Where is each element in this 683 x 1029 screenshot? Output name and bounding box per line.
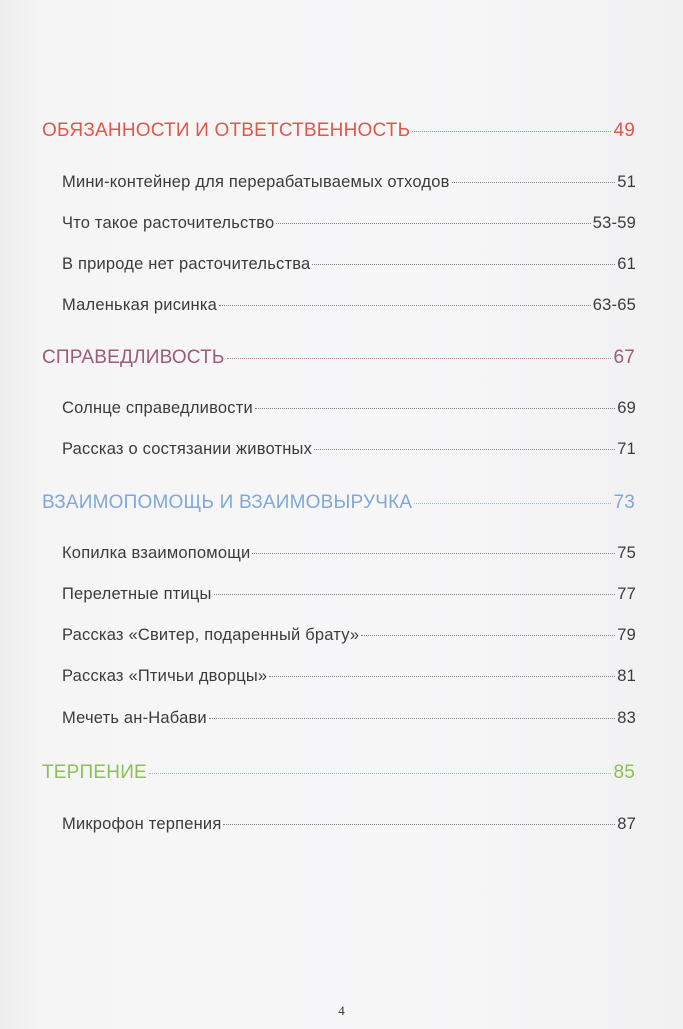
dot-leader	[269, 676, 615, 677]
entry-page: 51	[617, 173, 636, 191]
dot-leader	[314, 449, 615, 450]
entry-title: Микрофон терпения	[62, 815, 222, 833]
entry-title: В природе нет расточительства	[62, 255, 311, 273]
toc-entry[interactable]	[62, 440, 636, 459]
toc-entry[interactable]	[62, 626, 636, 645]
entry-title: Рассказ «Свитер, подаренный брату»	[62, 626, 360, 644]
entry-title: Мечеть ан-Набави	[62, 709, 207, 727]
entry-title: Перелетные птицы	[62, 585, 212, 603]
toc-entry[interactable]	[62, 173, 636, 192]
dot-leader	[223, 824, 615, 825]
section-title: ВЗАИМОПОМОЩЬ И ВЗАИМОВЫРУЧКА	[42, 492, 413, 513]
section-page: 67	[613, 347, 635, 368]
entry-page: 83	[617, 709, 636, 727]
section-page: 85	[613, 762, 635, 783]
section-page: 49	[613, 120, 635, 141]
toc-entry[interactable]	[62, 544, 636, 563]
entry-page: 71	[617, 440, 636, 458]
toc-entry[interactable]	[62, 296, 636, 315]
dot-leader	[312, 264, 615, 265]
dot-leader	[255, 408, 615, 409]
toc-section-mutual-aid[interactable]	[42, 492, 635, 514]
toc-section-duties[interactable]	[42, 120, 635, 142]
entry-page: 87	[617, 815, 636, 833]
dot-leader	[214, 594, 616, 595]
entry-page: 69	[617, 399, 636, 417]
dot-leader	[412, 131, 611, 132]
section-title: СПРАВЕДЛИВОСТЬ	[42, 347, 225, 368]
section-page: 73	[613, 492, 635, 513]
entry-page: 79	[617, 626, 636, 644]
dot-leader	[209, 718, 615, 719]
entry-title: Что такое расточительство	[62, 214, 275, 232]
section-title: ТЕРПЕНИЕ	[42, 762, 147, 783]
dot-leader	[452, 182, 616, 183]
toc-entry[interactable]	[62, 585, 636, 604]
dot-leader	[252, 553, 615, 554]
entry-page: 63-65	[592, 296, 636, 314]
toc-section-justice[interactable]	[42, 347, 635, 369]
entry-page: 61	[617, 255, 636, 273]
dot-leader	[149, 773, 612, 774]
entry-page: 81	[617, 667, 636, 685]
entry-title: Рассказ «Птичьи дворцы»	[62, 667, 268, 685]
entry-title: Рассказ о состязании животных	[62, 440, 313, 458]
toc-section-patience[interactable]	[42, 762, 635, 784]
toc-entry[interactable]	[62, 255, 636, 274]
toc-entry[interactable]	[62, 399, 636, 418]
dot-leader	[227, 358, 612, 359]
dot-leader	[414, 503, 611, 504]
toc-entry[interactable]	[62, 214, 636, 233]
entry-title: Солнце справедливости	[62, 399, 253, 417]
dot-leader	[219, 305, 591, 306]
toc-entry[interactable]	[62, 709, 636, 728]
dot-leader	[276, 223, 590, 224]
dot-leader	[361, 635, 615, 636]
entry-page: 75	[617, 544, 636, 562]
entry-page: 53-59	[592, 214, 636, 232]
section-title: ОБЯЗАННОСТИ И ОТВЕТСТВЕННОСТЬ	[42, 120, 411, 141]
toc-entry[interactable]	[62, 815, 636, 834]
entry-title: Копилка взаимопомощи	[62, 544, 251, 562]
entry-page: 77	[617, 585, 636, 603]
page-number: 4	[338, 1003, 345, 1018]
toc-entry[interactable]	[62, 667, 636, 686]
entry-title: Мини-контейнер для перерабатываемых отходов	[62, 173, 450, 191]
entry-title: Маленькая рисинка	[62, 296, 218, 314]
